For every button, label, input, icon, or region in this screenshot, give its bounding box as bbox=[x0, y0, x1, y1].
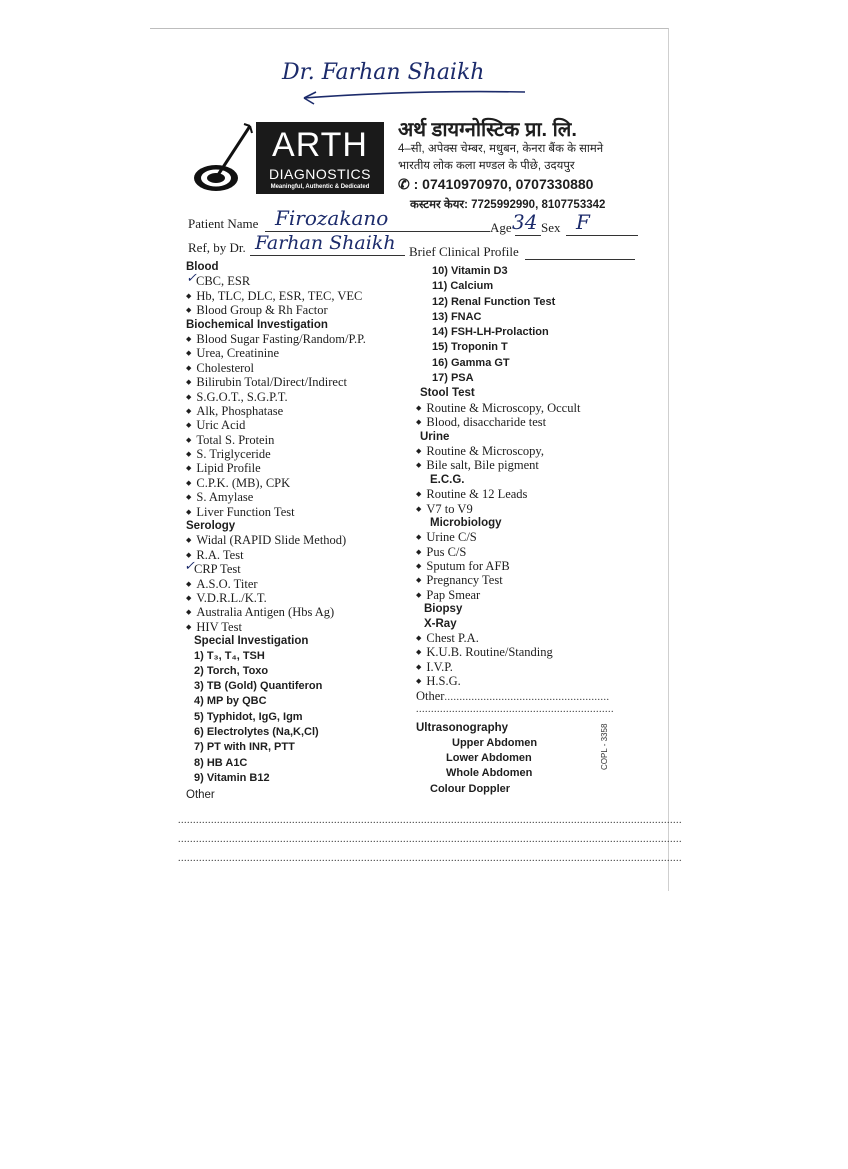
test-item: ◆ Sputum for AFB bbox=[416, 559, 636, 573]
test-item: ◆ Liver Function Test bbox=[186, 505, 426, 519]
special-item: 4) MP by QBC bbox=[194, 695, 267, 708]
other-row-right bbox=[416, 689, 636, 703]
test-item: ◆ HIV Test bbox=[186, 620, 426, 634]
address-line-1: 4–सी, अपेक्स चेम्बर, मधुबन, केनरा बैंक के सामने bbox=[398, 143, 604, 155]
sex-label: Sex bbox=[541, 220, 561, 235]
special-list bbox=[186, 649, 426, 787]
test-item: ◆ K.U.B. Routine/Standing bbox=[416, 645, 636, 659]
stool-title: Stool Test bbox=[420, 387, 475, 400]
special-title: Special Investigation bbox=[194, 635, 309, 648]
dotted-line: .................................................................. bbox=[416, 703, 614, 715]
dotted-fill: ....................................................... bbox=[444, 691, 610, 703]
age-label: Age bbox=[490, 220, 512, 235]
arth-logo-box bbox=[256, 122, 384, 194]
biopsy-title: Biopsy bbox=[424, 603, 463, 616]
age-value: 34 bbox=[512, 210, 538, 234]
urine-title: Urine bbox=[420, 430, 450, 443]
left-column bbox=[186, 260, 426, 803]
test-item-label: CRP Test bbox=[194, 562, 241, 577]
special-item: 2) Torch, Toxo bbox=[194, 664, 269, 677]
numbered-item: 15) Troponin T bbox=[432, 341, 508, 354]
test-item: ◆ Blood Sugar Fasting/Random/P.P. bbox=[186, 332, 426, 346]
phone-icon: ✆ bbox=[398, 176, 410, 192]
numbered-item: 13) FNAC bbox=[432, 310, 482, 323]
test-item: ◆ Routine & 12 Leads bbox=[416, 487, 636, 501]
ultrasonography-title: Ultrasonography bbox=[416, 722, 509, 735]
sex-value: F bbox=[576, 210, 590, 234]
test-item: ◆ Urine C/S bbox=[416, 530, 636, 544]
numbered-item: 17) PSA bbox=[432, 372, 474, 385]
numbered-item: 14) FSH-LH-Prolaction bbox=[432, 326, 549, 339]
dotted-line: ........................................................................................................................................................................ bbox=[178, 815, 682, 826]
test-item: ◆ Widal (RAPID Slide Method) bbox=[186, 533, 426, 547]
other-label-right: Other bbox=[416, 688, 445, 703]
test-item: ◆ S. Amylase bbox=[186, 490, 426, 504]
test-item: ◆ Blood Group & Rh Factor bbox=[186, 303, 426, 317]
test-item: ◆ C.P.K. (MB), CPK bbox=[186, 476, 426, 490]
special-item: 3) TB (Gold) Quantiferon bbox=[194, 680, 323, 693]
address-line-2: भारतीय लोक कला मण्डल के पीछे, उदयपुर bbox=[398, 160, 575, 172]
microbiology-title: Microbiology bbox=[430, 516, 502, 529]
copl-code: COPL - 3358 bbox=[600, 723, 609, 770]
test-item: ◆ Pap Smear bbox=[416, 588, 636, 602]
test-item: ◆ H.S.G. bbox=[416, 674, 636, 688]
patient-name-label: Patient Name bbox=[188, 216, 259, 231]
test-item: ◆ R.A. Test bbox=[186, 548, 426, 562]
test-item: ◆ Bile salt, Bile pigment bbox=[416, 458, 636, 472]
usg-item: Upper Abdomen bbox=[452, 736, 538, 749]
numbered-item: 10) Vitamin D3 bbox=[432, 265, 508, 277]
test-item: ◆ Routine & Microscopy, Occult bbox=[416, 401, 636, 415]
special-item: 1) T₃, T₄, TSH bbox=[194, 649, 265, 662]
handwritten-arrow bbox=[300, 86, 530, 108]
ref-label: Ref, by Dr. bbox=[188, 240, 246, 255]
special-item: 8) HB A1C bbox=[194, 756, 248, 769]
test-item: ◆ Lipid Profile bbox=[186, 461, 426, 475]
special-item: 7) PT with INR, PTT bbox=[194, 741, 295, 754]
phone-numbers: : 07410970970, 0707330880 bbox=[413, 176, 594, 192]
dotted-line: ........................................................................................................................................................................ bbox=[178, 834, 682, 845]
ref-line bbox=[250, 255, 405, 256]
test-item: ◆ Bilirubin Total/Direct/Indirect bbox=[186, 375, 426, 389]
numbered-item: 12) Renal Function Test bbox=[432, 295, 556, 308]
test-item: ◆ Uric Acid bbox=[186, 418, 426, 432]
numbered-list bbox=[416, 264, 636, 386]
check-mark-icon: ✓ bbox=[186, 271, 197, 287]
handwritten-doctor-name: Dr. Farhan Shaikh bbox=[282, 60, 485, 85]
special-item: 6) Electrolytes (Na,K,Cl) bbox=[194, 726, 319, 739]
ecg-title: E.C.G. bbox=[430, 473, 465, 486]
xray-title: X-Ray bbox=[424, 617, 457, 630]
test-item: ◆ Blood, disaccharide test bbox=[416, 415, 636, 429]
logo-sub: DIAGNOSTICS bbox=[269, 166, 371, 182]
test-item: ◆ S. Triglyceride bbox=[186, 447, 426, 461]
patient-name-value: Firozakano bbox=[275, 206, 389, 230]
ref-doctor-value: Farhan Shaikh bbox=[255, 232, 396, 254]
numbered-item: 11) Calcium bbox=[432, 280, 494, 293]
test-item: ◆ A.S.O. Titer bbox=[186, 577, 426, 591]
usg-item: Lower Abdomen bbox=[446, 752, 532, 765]
usg-item: Whole Abdomen bbox=[446, 767, 533, 780]
test-item: ◆ Alk, Phosphatase bbox=[186, 404, 426, 418]
right-column bbox=[416, 264, 636, 797]
test-item: ◆ V.D.R.L./K.T. bbox=[186, 591, 426, 605]
special-item: 9) Vitamin B12 bbox=[194, 771, 270, 784]
customer-care: कस्टमर केयर: 7725992990, 8107753342 bbox=[410, 199, 606, 211]
test-item: ◆ Total S. Protein bbox=[186, 433, 426, 447]
test-item: ◆ I.V.P. bbox=[416, 660, 636, 674]
test-item: ◆ Pregnancy Test bbox=[416, 573, 636, 587]
clinical-profile-line bbox=[525, 259, 635, 260]
test-item: ◆ Chest P.A. bbox=[416, 631, 636, 645]
arth-target-logo-icon bbox=[192, 122, 258, 194]
hindi-company-name: अर्थ डायग्नोस्टिक प्रा. लि. bbox=[398, 119, 577, 141]
test-item: ◆ S.G.O.T., S.G.P.T. bbox=[186, 390, 426, 404]
age-line bbox=[515, 235, 541, 236]
usg-item: Colour Doppler bbox=[430, 782, 511, 795]
numbered-item: 16) Gamma GT bbox=[432, 356, 510, 369]
test-item: ◆ Hb, TLC, DLC, ESR, TEC, VEC bbox=[186, 289, 426, 303]
test-item: ◆ Urea, Creatinine bbox=[186, 346, 426, 360]
blood-title: Blood bbox=[186, 261, 219, 273]
test-item-label: CBC, ESR bbox=[196, 274, 251, 289]
test-item: ◆ Australia Antigen (Hbs Ag) bbox=[186, 605, 426, 619]
check-mark-icon: ✓ bbox=[184, 559, 195, 575]
clinical-profile-label: Brief Clinical Profile bbox=[409, 244, 519, 259]
test-item: ◆ Pus C/S bbox=[416, 545, 636, 559]
serology-title: Serology bbox=[186, 520, 236, 533]
sex-line bbox=[566, 235, 638, 236]
test-item: ◆ Routine & Microscopy, bbox=[416, 444, 636, 458]
dotted-line: ........................................................................................................................................................................ bbox=[178, 853, 682, 864]
test-item: ◆ V7 to V9 bbox=[416, 502, 636, 516]
test-item: ◆ Cholesterol bbox=[186, 361, 426, 375]
other-label-left: Other bbox=[186, 789, 215, 802]
checked-item bbox=[186, 271, 426, 289]
phone-row bbox=[398, 176, 593, 193]
biochem-title: Biochemical Investigation bbox=[186, 318, 328, 331]
special-item: 5) Typhidot, IgG, Igm bbox=[194, 710, 303, 723]
logo-tagline: Meaningful, Authentic & Dedicated bbox=[270, 184, 370, 190]
checked-item bbox=[184, 559, 426, 577]
logo-word: ARTH bbox=[272, 126, 368, 164]
